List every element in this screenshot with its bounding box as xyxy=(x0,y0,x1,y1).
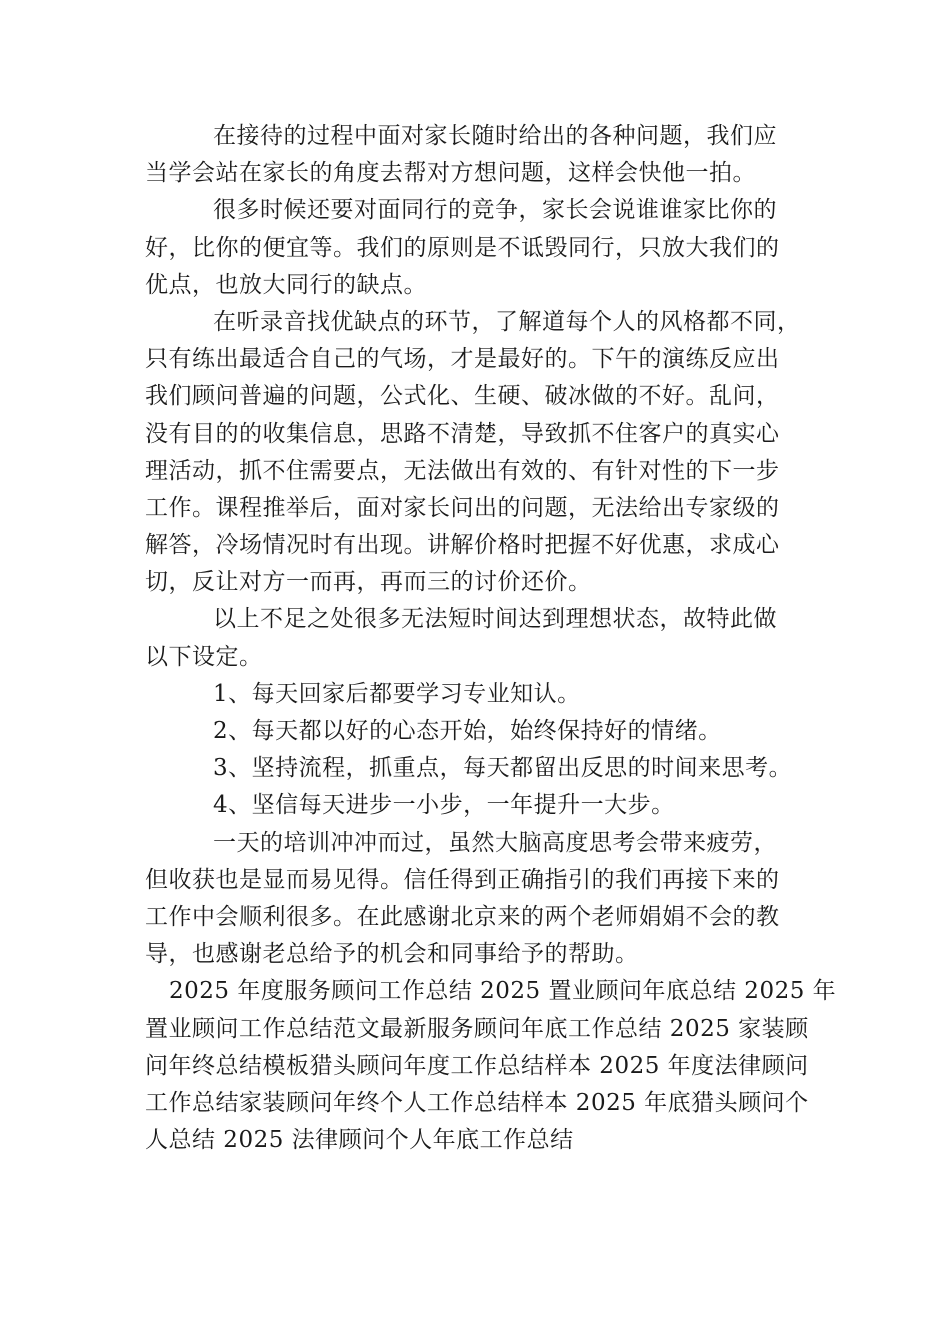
text-line: 问年终总结模板猎头顾问年度工作总结样本 2025 年度法律顾问 xyxy=(145,1052,809,1079)
text-line: 理活动，抓不住需要点，无法做出有效的、有针对性的下一步 xyxy=(145,457,780,484)
paragraph-goals-intro xyxy=(145,601,815,675)
text-line: 但收获也是显而易见得。信任得到正确指引的我们再接下来的 xyxy=(145,866,780,893)
document-body xyxy=(145,118,837,1159)
text-line: 切，反让对方一而再，再而三的讨价还价。 xyxy=(145,569,592,596)
text-line: 好，比你的便宜等。我们的原则是不诋毁同行，只放大我们的 xyxy=(145,234,780,261)
list-item: 1、每天回家后都要学习专业知认。 xyxy=(213,680,581,707)
text-line: 解答，冷场情况时有出现。讲解价格时把握不好优惠，求成心 xyxy=(145,532,780,559)
text-line: 导，也感谢老总给予的机会和同事给予的帮助。 xyxy=(145,941,639,968)
paragraph-reception xyxy=(145,118,815,192)
text-line: 工作中会顺利很多。在此感谢北京来的两个老师娟娟不会的教 xyxy=(145,903,780,930)
text-line: 置业顾问工作总结范文最新服务顾问年底工作总结 2025 家装顾 xyxy=(145,1015,809,1042)
text-line: 我们顾问普遍的问题，公式化、生硬、破冰做的不好。乱问， xyxy=(145,383,780,410)
list-item: 3、坚持流程，抓重点，每天都留出反思的时间来思考。 xyxy=(213,755,793,782)
text-line: 以下设定。 xyxy=(145,643,263,670)
text-line: 工作。课程推举后，面对家长问出的问题，无法给出专家级的 xyxy=(145,494,780,521)
text-line: 2025 年度服务顾问工作总结 2025 置业顾问年底总结 2025 年 xyxy=(169,978,837,1005)
paragraph-competition xyxy=(145,192,815,304)
text-line: 很多时候还要对面同行的竞争，家长会说谁谁家比你的 xyxy=(213,197,777,224)
text-line: 人总结 2025 法律顾问个人年底工作总结 xyxy=(145,1127,574,1154)
text-line: 工作总结家装顾问年终个人工作总结样本 2025 年底猎头顾问个 xyxy=(145,1089,809,1116)
paragraph-closing xyxy=(145,825,815,974)
list-item: 4、坚信每天进步一小步，一年提升一大步。 xyxy=(213,792,675,819)
text-line: 一天的培训冲冲而过，虽然大脑高度思考会带来疲劳， xyxy=(213,829,777,856)
list-item: 2、每天都以好的心态开始，始终保持好的情绪。 xyxy=(213,718,722,744)
text-line: 只有练出最适合自己的气场，才是最好的。下午的演练反应出 xyxy=(145,346,780,373)
text-line: 在接待的过程中面对家长随时给出的各种问题，我们应 xyxy=(213,123,777,149)
paragraph-recording-review xyxy=(145,304,815,602)
text-line: 以上不足之处很多无法短时间达到理想状态，故特此做 xyxy=(213,606,777,633)
text-line: 在听录音找优缺点的环节，了解道每个人的风格都不同， xyxy=(213,308,801,335)
text-line: 优点，也放大同行的缺点。 xyxy=(145,271,427,298)
goals-list xyxy=(145,676,815,825)
text-line: 没有目的的收集信息，思路不清楚，导致抓不住客户的真实心 xyxy=(145,420,780,447)
text-line: 当学会站在家长的角度去帮对方想问题，这样会快他一拍。 xyxy=(145,160,756,187)
related-articles xyxy=(145,973,837,1159)
